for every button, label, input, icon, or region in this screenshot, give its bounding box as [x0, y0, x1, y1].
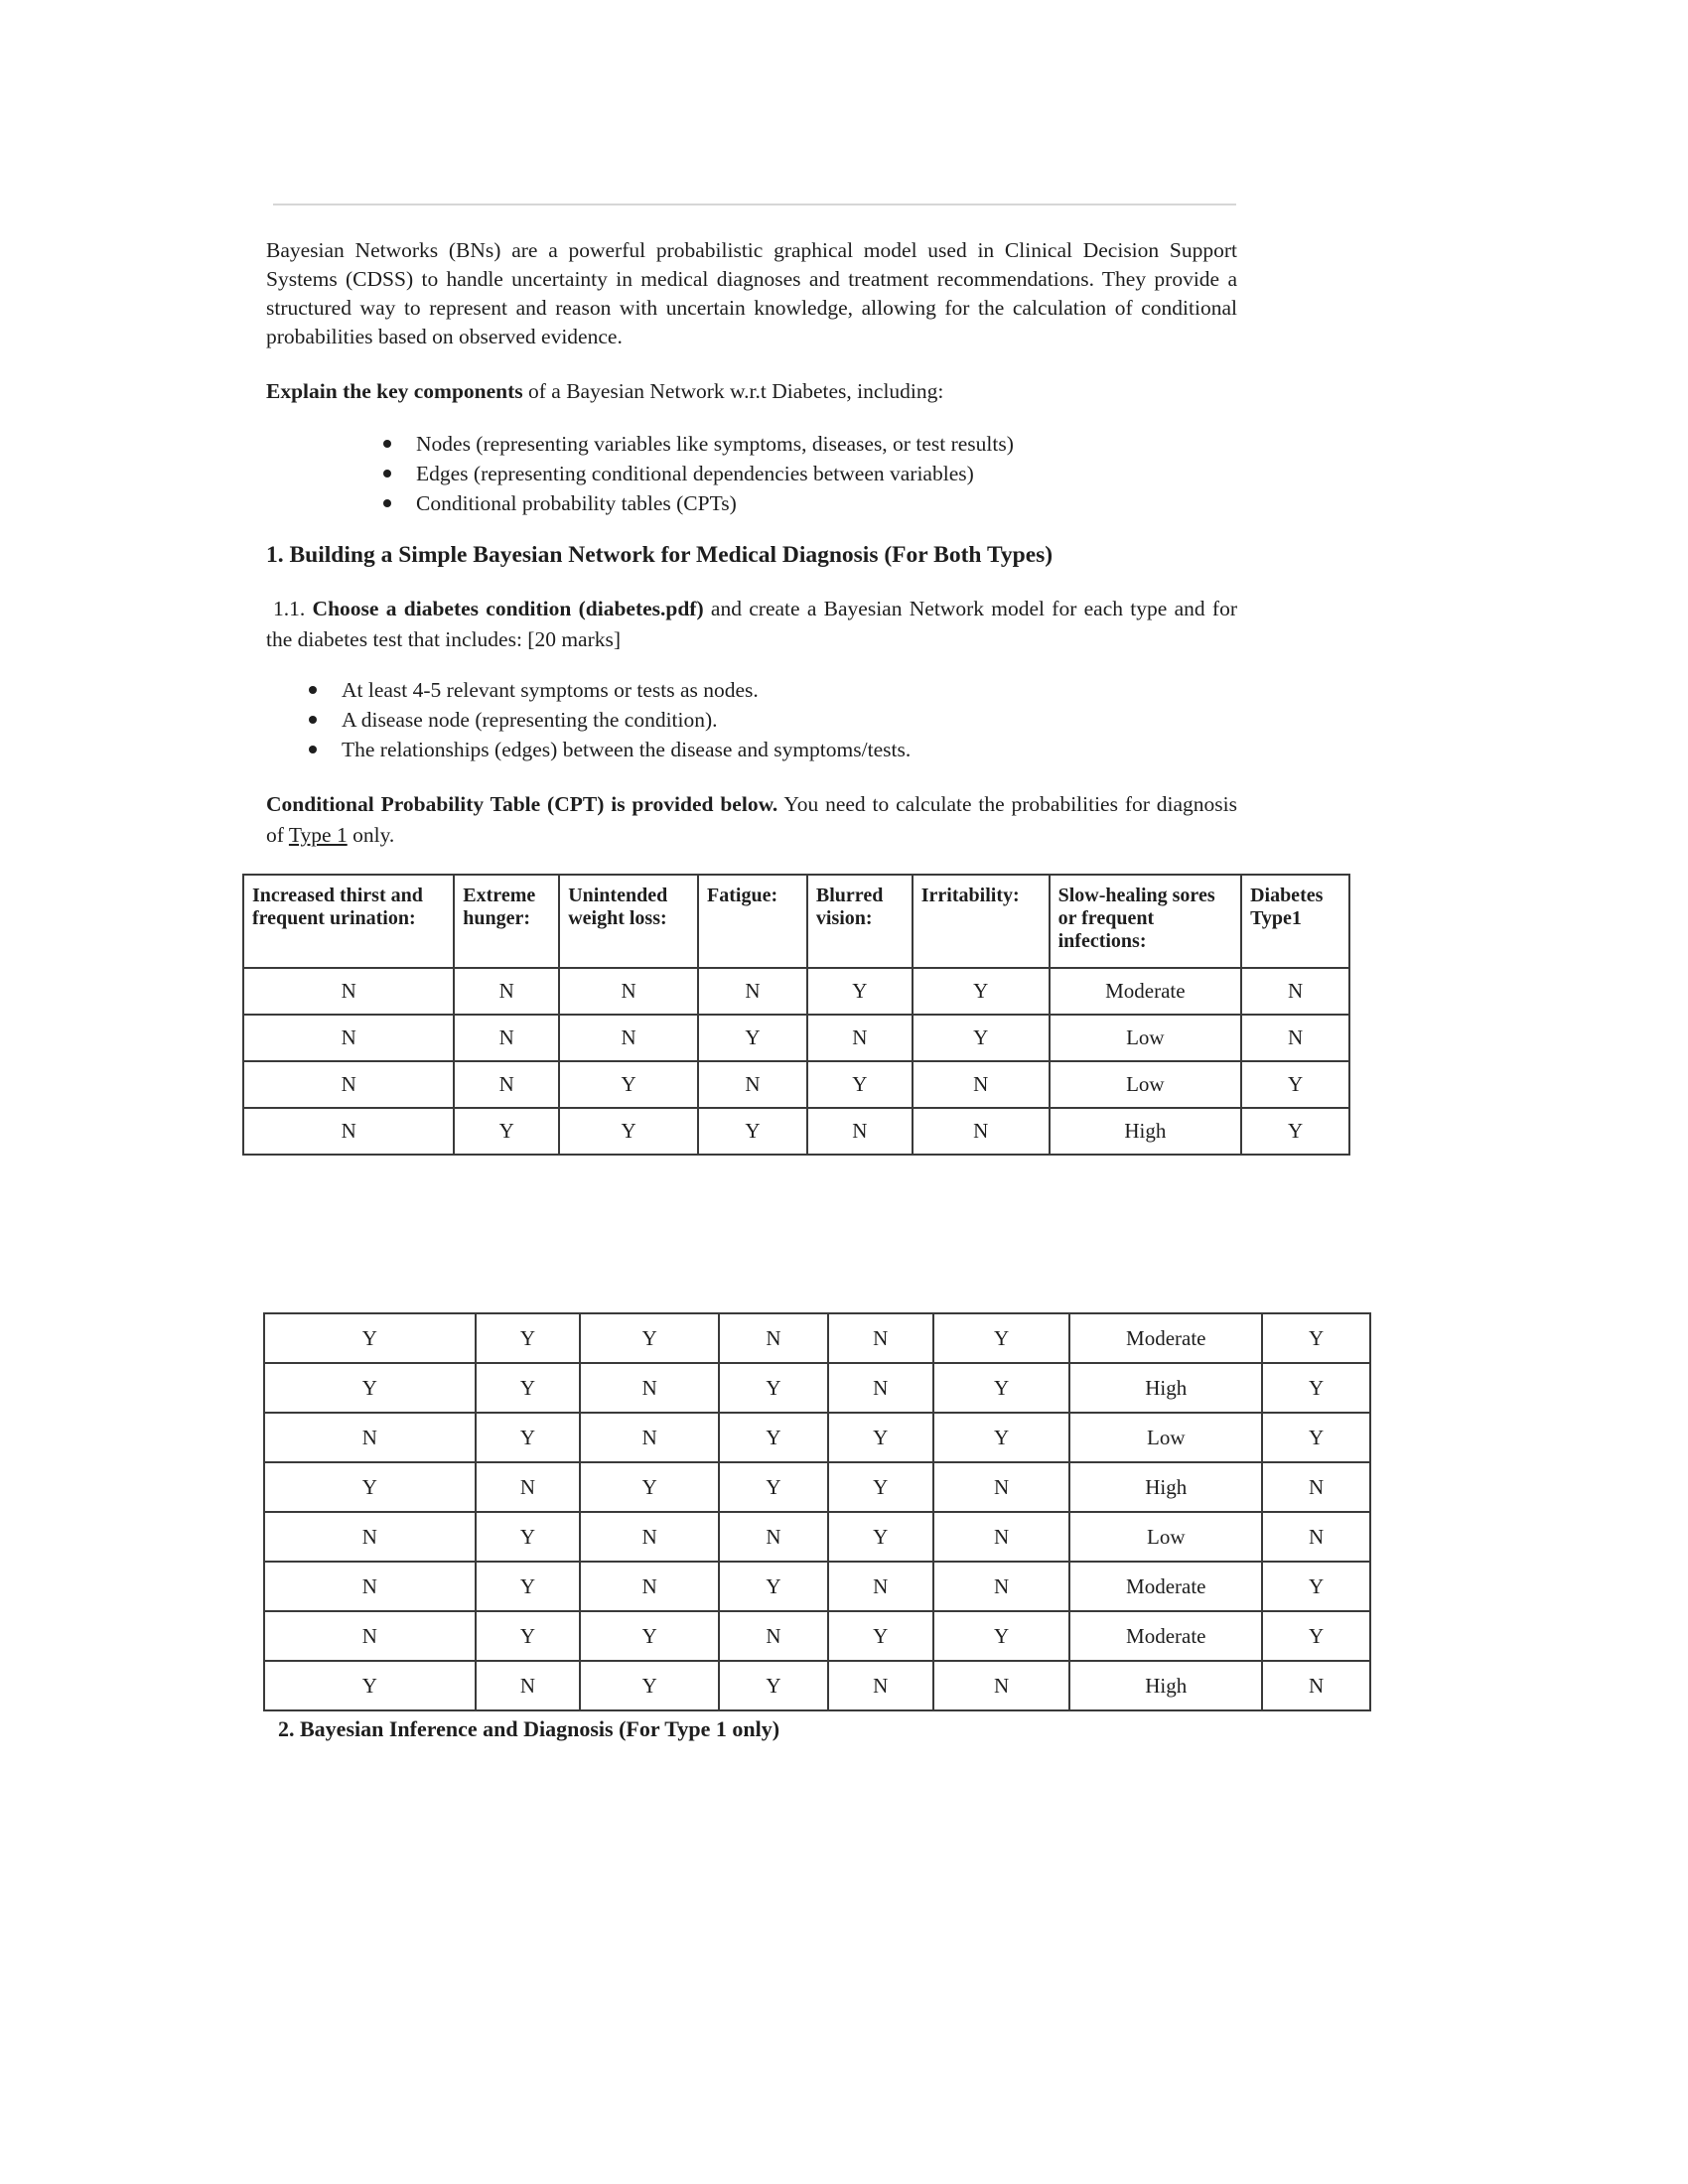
- table-cell: N: [264, 1413, 476, 1462]
- table-cell: Y: [719, 1462, 828, 1512]
- table-cell: N: [454, 968, 559, 1015]
- table-cell: N: [454, 1061, 559, 1108]
- table-row: [264, 1462, 1370, 1512]
- table-cell: Y: [933, 1363, 1070, 1413]
- cpt-note-mid: You need to calculate the probabilities for diagnosis of: [266, 792, 1237, 847]
- explain-instruction: [266, 377, 1237, 406]
- table-cell: N: [933, 1462, 1070, 1512]
- table-cell: Y: [264, 1363, 476, 1413]
- table-cell: Y: [913, 1015, 1050, 1061]
- table-row: [264, 1512, 1370, 1562]
- cpt-table-2: [263, 1312, 1371, 1711]
- table-cell: N: [913, 1061, 1050, 1108]
- table-cell: N: [913, 1108, 1050, 1155]
- table-cell: Y: [828, 1413, 933, 1462]
- table-cell: N: [1241, 968, 1349, 1015]
- table-header-row: [243, 875, 1349, 968]
- table-cell: Y: [1262, 1313, 1370, 1363]
- table-cell: Y: [476, 1512, 581, 1562]
- table-cell: N: [828, 1363, 933, 1413]
- table-cell: Y: [264, 1462, 476, 1512]
- table-cell: Y: [264, 1661, 476, 1710]
- table-cell: Y: [476, 1313, 581, 1363]
- header-hunger: Extreme hunger:: [454, 875, 559, 968]
- list-item: The relationships (edges) between the disease and symptoms/tests.: [306, 735, 911, 764]
- table-cell: N: [476, 1661, 581, 1710]
- table-cell: Y: [264, 1313, 476, 1363]
- table-cell: Y: [913, 968, 1050, 1015]
- header-diabetes-type1: Diabetes Type1: [1241, 875, 1349, 968]
- table-cell: N: [243, 1061, 454, 1108]
- table-cell: Y: [698, 1108, 807, 1155]
- explain-bold: Explain the key components: [266, 379, 523, 403]
- table-cell: Low: [1069, 1512, 1262, 1562]
- table-cell: N: [580, 1363, 719, 1413]
- table-cell: N: [719, 1313, 828, 1363]
- table-row: [264, 1661, 1370, 1710]
- table-cell: Y: [828, 1611, 933, 1661]
- table-cell: Y: [580, 1611, 719, 1661]
- table-cell: High: [1069, 1462, 1262, 1512]
- table-cell: N: [243, 1108, 454, 1155]
- table-cell: N: [264, 1562, 476, 1611]
- cpt-note-type: Type 1: [288, 823, 348, 847]
- table-cell: Y: [807, 968, 913, 1015]
- table-row: [264, 1313, 1370, 1363]
- table-cell: N: [828, 1313, 933, 1363]
- list-item: At least 4-5 relevant symptoms or tests as nodes.: [306, 675, 911, 705]
- table-cell: N: [698, 1061, 807, 1108]
- table-cell: Low: [1069, 1413, 1262, 1462]
- table-row: [264, 1611, 1370, 1661]
- list-item: Nodes (representing variables like symptoms, diseases, or test results): [380, 429, 1014, 459]
- table-cell: Y: [580, 1313, 719, 1363]
- table-cell: N: [1241, 1015, 1349, 1061]
- header-blurred-vision: Blurred vision:: [807, 875, 913, 968]
- table-cell: Y: [1262, 1363, 1370, 1413]
- table-cell: Y: [1262, 1413, 1370, 1462]
- table-cell: N: [1262, 1661, 1370, 1710]
- table-cell: Low: [1050, 1015, 1241, 1061]
- table-cell: Y: [719, 1413, 828, 1462]
- table-cell: Y: [580, 1661, 719, 1710]
- table-cell: N: [933, 1562, 1070, 1611]
- table-cell: Low: [1050, 1061, 1241, 1108]
- table-cell: Y: [698, 1015, 807, 1061]
- components-list: [380, 429, 1014, 518]
- table-cell: Y: [476, 1562, 581, 1611]
- table-cell: Y: [828, 1512, 933, 1562]
- list-item: Conditional probability tables (CPTs): [380, 488, 1014, 518]
- explain-rest: of a Bayesian Network w.r.t Diabetes, including:: [522, 379, 944, 403]
- table-cell: N: [719, 1611, 828, 1661]
- table-row: [243, 1015, 1349, 1061]
- table-cell: N: [1262, 1512, 1370, 1562]
- table-cell: Y: [719, 1363, 828, 1413]
- table-cell: N: [698, 968, 807, 1015]
- subtask-number: 1.1.: [273, 597, 306, 620]
- subtask-rest: and create a Bayesian Network model for each type and for the diabetes test that includes: [20 marks]: [266, 597, 1238, 651]
- table-cell: Y: [476, 1611, 581, 1661]
- table-cell: Y: [933, 1611, 1070, 1661]
- list-item: A disease node (representing the condition).: [306, 705, 911, 735]
- table-cell: Y: [559, 1061, 698, 1108]
- table-row: [264, 1413, 1370, 1462]
- table-cell: High: [1069, 1363, 1262, 1413]
- top-divider: [273, 204, 1236, 205]
- table-cell: Y: [933, 1413, 1070, 1462]
- table-cell: Y: [828, 1462, 933, 1512]
- cpt-note: [266, 789, 1237, 851]
- table-row: [243, 968, 1349, 1015]
- table-cell: N: [476, 1462, 581, 1512]
- table-cell: N: [828, 1562, 933, 1611]
- table-row: [243, 1108, 1349, 1155]
- table-cell: N: [454, 1015, 559, 1061]
- section-2-heading-cutoff: [278, 1716, 914, 1742]
- table-row: [264, 1363, 1370, 1413]
- table-cell: High: [1069, 1661, 1262, 1710]
- table-cell: N: [580, 1562, 719, 1611]
- table-cell: Moderate: [1069, 1562, 1262, 1611]
- table-cell: N: [264, 1611, 476, 1661]
- table-cell: Moderate: [1069, 1313, 1262, 1363]
- table-cell: N: [933, 1512, 1070, 1562]
- table-cell: High: [1050, 1108, 1241, 1155]
- header-fatigue: Fatigue:: [698, 875, 807, 968]
- header-irritability: Irritability:: [913, 875, 1050, 968]
- table-cell: Y: [476, 1363, 581, 1413]
- table-cell: Y: [719, 1661, 828, 1710]
- table-cell: N: [933, 1661, 1070, 1710]
- table-cell: N: [243, 1015, 454, 1061]
- requirements-list: [306, 675, 911, 764]
- table-row: [264, 1562, 1370, 1611]
- table-cell: Moderate: [1069, 1611, 1262, 1661]
- table-cell: N: [807, 1015, 913, 1061]
- table-cell: Y: [1241, 1108, 1349, 1155]
- cpt-note-bold: Conditional Probability Table (CPT) is provided below.: [266, 792, 778, 816]
- table-cell: Y: [1241, 1061, 1349, 1108]
- cpt-table-1: [242, 874, 1350, 1156]
- header-weight-loss: Unintended weight loss:: [559, 875, 698, 968]
- subtask-bold: Choose a diabetes condition (diabetes.pdf): [312, 597, 704, 620]
- cpt-note-end: only.: [347, 823, 395, 847]
- table-cell: Moderate: [1050, 968, 1241, 1015]
- table-cell: N: [264, 1512, 476, 1562]
- table-cell: N: [828, 1661, 933, 1710]
- table-cell: Y: [719, 1562, 828, 1611]
- table-cell: Y: [454, 1108, 559, 1155]
- table-cell: N: [580, 1512, 719, 1562]
- table-cell: N: [807, 1108, 913, 1155]
- table-cell: N: [719, 1512, 828, 1562]
- table-cell: Y: [933, 1313, 1070, 1363]
- table-row: [243, 1061, 1349, 1108]
- header-thirst: Increased thirst and frequent urination:: [243, 875, 454, 968]
- section-1-heading: 1. Building a Simple Bayesian Network for Medical Diagnosis (For Both Types): [266, 542, 1054, 568]
- table-cell: Y: [807, 1061, 913, 1108]
- table-cell: Y: [1262, 1562, 1370, 1611]
- header-slow-healing: Slow-healing sores or frequent infections:: [1050, 875, 1241, 968]
- table-cell: Y: [559, 1108, 698, 1155]
- table-cell: N: [580, 1413, 719, 1462]
- table-cell: N: [243, 968, 454, 1015]
- section-2-heading-text: 2. Bayesian Inference and Diagnosis (For Type 1 only): [278, 1716, 780, 1741]
- table-cell: Y: [580, 1462, 719, 1512]
- table-cell: N: [559, 1015, 698, 1061]
- table-cell: Y: [1262, 1611, 1370, 1661]
- intro-paragraph: Bayesian Networks (BNs) are a powerful probabilistic graphical model used in Clinical Decision Support Systems (CDSS) to handle uncertainty in medical diagnoses and treatment recommendations. They provide a structured way to represent and reason with uncertain knowledge, allowing for the calculation of conditional probabilities based on observed evidence.: [266, 238, 1237, 348]
- subtask-1-1: [266, 594, 1237, 655]
- table-cell: N: [559, 968, 698, 1015]
- table-cell: Y: [476, 1413, 581, 1462]
- list-item: Edges (representing conditional dependencies between variables): [380, 459, 1014, 488]
- table-cell: N: [1262, 1462, 1370, 1512]
